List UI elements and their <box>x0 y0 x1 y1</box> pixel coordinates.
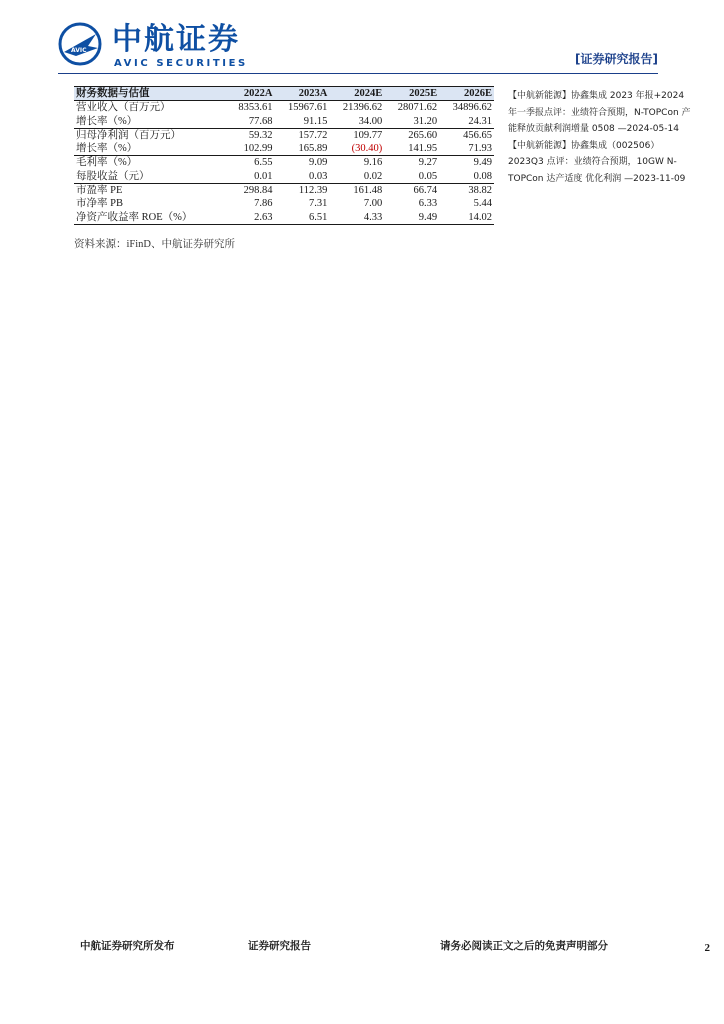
table-cell: 0.08 <box>473 170 492 182</box>
brand-name-cn: 中航证券 <box>112 22 240 57</box>
table-cell: 7.86 <box>254 198 273 210</box>
table-cell: 265.60 <box>384 128 439 142</box>
table-cell: 59.32 <box>226 128 274 142</box>
table-row <box>74 197 494 210</box>
financial-summary-table <box>74 86 494 225</box>
table-cell: 165.89 <box>298 143 328 155</box>
table-cell: 15967.61 <box>287 102 328 114</box>
avic-logo-icon <box>58 22 102 66</box>
footer-disclaimer: 请务必阅读正文之后的免责声明部分 <box>440 940 608 952</box>
header-divider <box>58 73 658 74</box>
table-row <box>74 170 494 184</box>
table-row <box>74 211 494 225</box>
table-cell: 6.33 <box>418 198 438 210</box>
brand-logo <box>58 22 258 72</box>
row-label: 市盈率 PE <box>74 184 226 198</box>
logo-mark-text: AVIC <box>71 47 87 54</box>
table-cell: 9.09 <box>275 156 330 170</box>
table-source-note: 资料来源：iFinD、中航证券研究所 <box>74 239 236 250</box>
brand-name-en: AVIC SECURITIES <box>114 58 248 69</box>
table-cell: 9.16 <box>329 156 384 170</box>
table-cell: 6.55 <box>226 156 274 170</box>
table-row <box>74 142 494 156</box>
related-reports <box>508 88 694 187</box>
table-cell: 9.49 <box>384 211 439 225</box>
table-row <box>74 115 494 129</box>
table-cell: 9.27 <box>384 156 439 170</box>
table-cell: 102.99 <box>243 143 273 155</box>
table-cell: 161.48 <box>329 184 384 198</box>
table-cell: 141.95 <box>408 143 438 155</box>
table-cell: 24.31 <box>468 115 492 127</box>
table-cell: 34.00 <box>358 115 383 127</box>
column-header: 2022A <box>243 88 273 99</box>
table-cell: 0.01 <box>254 170 273 182</box>
table-cell: 4.33 <box>329 211 384 225</box>
table-cell: 38.82 <box>439 184 494 198</box>
table-row <box>74 184 494 198</box>
table-cell: 31.20 <box>413 115 438 127</box>
table-cell: 8353.61 <box>238 102 273 114</box>
table-row <box>74 101 494 115</box>
table-cell: 28071.62 <box>397 102 438 114</box>
table-cell: 14.02 <box>439 211 494 225</box>
table-cell-negative: (30.40) <box>351 143 383 155</box>
table-row <box>74 128 494 142</box>
table-cell: 109.77 <box>329 128 384 142</box>
table-cell: 66.74 <box>384 184 439 198</box>
column-header: 2026E <box>463 88 492 99</box>
table-cell: 21396.62 <box>342 102 383 114</box>
row-label: 每股收益（元） <box>76 170 150 182</box>
table-cell: 112.39 <box>275 184 330 198</box>
column-header: 2023A <box>298 88 328 99</box>
table-cell: 0.02 <box>363 170 383 182</box>
column-header: 财务数据与估值 <box>76 88 150 99</box>
row-label: 增长率（%） <box>76 115 138 127</box>
table-cell: 91.15 <box>303 115 328 127</box>
table-cell: 157.72 <box>275 128 330 142</box>
row-label: 净资产收益率 ROE（%） <box>74 211 226 225</box>
related-report-link[interactable]: 【中航新能源】协鑫集成 2023 年报+2024 年一季报点评：业绩符合预期，N-TOPCon 产能释放贡献利润增量 0508 —2024-05-14 <box>508 91 691 134</box>
table-row <box>74 156 494 170</box>
row-label: 市净率 PB <box>76 198 123 210</box>
table-cell: 0.03 <box>308 170 328 182</box>
table-cell: 0.05 <box>418 170 438 182</box>
table-cell: 2.63 <box>226 211 274 225</box>
table-cell: 7.00 <box>363 198 383 210</box>
row-label: 归母净利润（百万元） <box>74 128 226 142</box>
table-cell: 34896.62 <box>452 102 492 114</box>
column-header: 2024E <box>354 88 383 99</box>
footer-publisher: 中航证券研究所发布 <box>80 940 175 952</box>
table-cell: 456.65 <box>439 128 494 142</box>
table-cell: 5.44 <box>473 198 492 210</box>
page-number: 2 <box>704 942 710 954</box>
table-header-row <box>74 87 494 101</box>
row-label: 营业收入（百万元） <box>76 102 171 114</box>
table-cell: 7.31 <box>308 198 328 210</box>
table-cell: 77.68 <box>248 115 273 127</box>
table-cell: 71.93 <box>468 143 492 155</box>
row-label: 毛利率（%） <box>74 156 226 170</box>
table-cell: 6.51 <box>275 211 330 225</box>
column-header: 2025E <box>409 88 438 99</box>
row-label: 增长率（%） <box>76 143 138 155</box>
table-cell: 298.84 <box>226 184 274 198</box>
report-tag: [证券研究报告] <box>575 52 658 66</box>
table-cell: 9.49 <box>439 156 494 170</box>
related-report-link[interactable]: 【中航新能源】协鑫集成（002506）2023Q3 点评：业绩符合预期，10GW N-TOPCon 达产适度 优化利润 —2023-11-09 <box>508 140 686 184</box>
footer-report-type: 证券研究报告 <box>248 940 311 952</box>
